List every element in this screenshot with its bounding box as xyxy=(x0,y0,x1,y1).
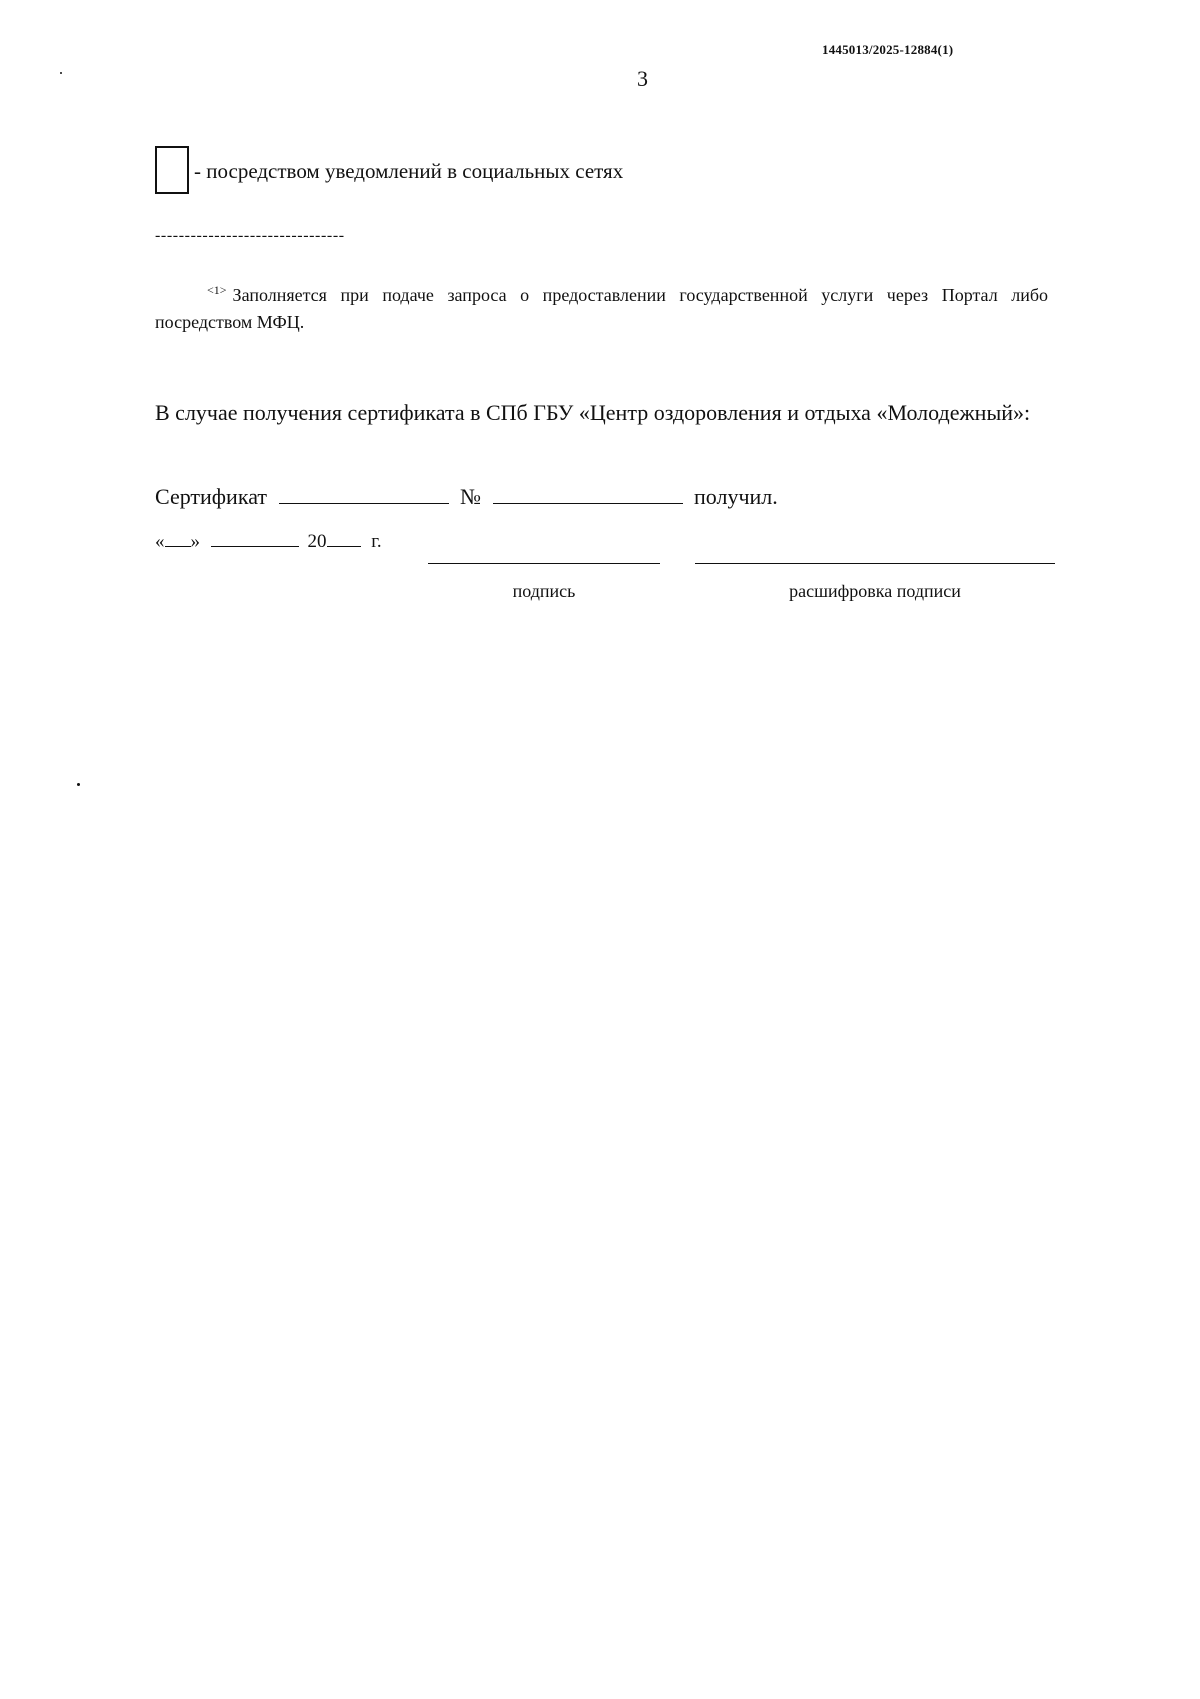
footnote xyxy=(155,277,1048,336)
signature-decoding-caption: расшифровка подписи xyxy=(789,581,961,601)
social-networks-checkbox[interactable] xyxy=(155,146,189,194)
certificate-type-field[interactable] xyxy=(279,483,449,504)
certificate-label: Сертификат xyxy=(155,484,267,509)
scan-speck xyxy=(77,783,80,786)
footnote-marker: <1> xyxy=(207,283,227,297)
date-open-quote: « xyxy=(155,531,165,552)
footnote-text: Заполняется при подаче запроса о предоставлении государственной услуги через Портал либо посредством МФЦ. xyxy=(155,285,1048,332)
date-close-quote: » xyxy=(190,531,200,552)
signature-field[interactable] xyxy=(428,563,660,564)
certificate-number-field[interactable] xyxy=(493,483,683,504)
signature-decoding-field[interactable] xyxy=(695,563,1055,564)
page-number: 3 xyxy=(637,66,648,91)
year-field[interactable] xyxy=(327,532,361,547)
signature-caption: подпись xyxy=(512,581,576,601)
certificate-intro: В случае получения сертификата в СПб ГБУ «Центр оздоровления и отдыха «Молодежный»: xyxy=(155,400,1031,425)
footnote-separator: -------------------------------- xyxy=(155,227,345,244)
number-sign: № xyxy=(460,484,481,509)
date-line xyxy=(155,531,382,553)
month-field[interactable] xyxy=(211,532,299,547)
social-networks-checkbox-label: - посредством уведомлений в социальных сетях xyxy=(194,159,624,183)
year-prefix: 20 xyxy=(307,531,327,552)
document-number: 1445013/2025-12884(1) xyxy=(822,42,954,57)
scan-speck xyxy=(60,72,62,74)
certificate-line xyxy=(155,483,778,510)
year-suffix: г. xyxy=(371,531,382,552)
received-label: получил. xyxy=(694,484,778,509)
day-field[interactable] xyxy=(165,532,191,547)
